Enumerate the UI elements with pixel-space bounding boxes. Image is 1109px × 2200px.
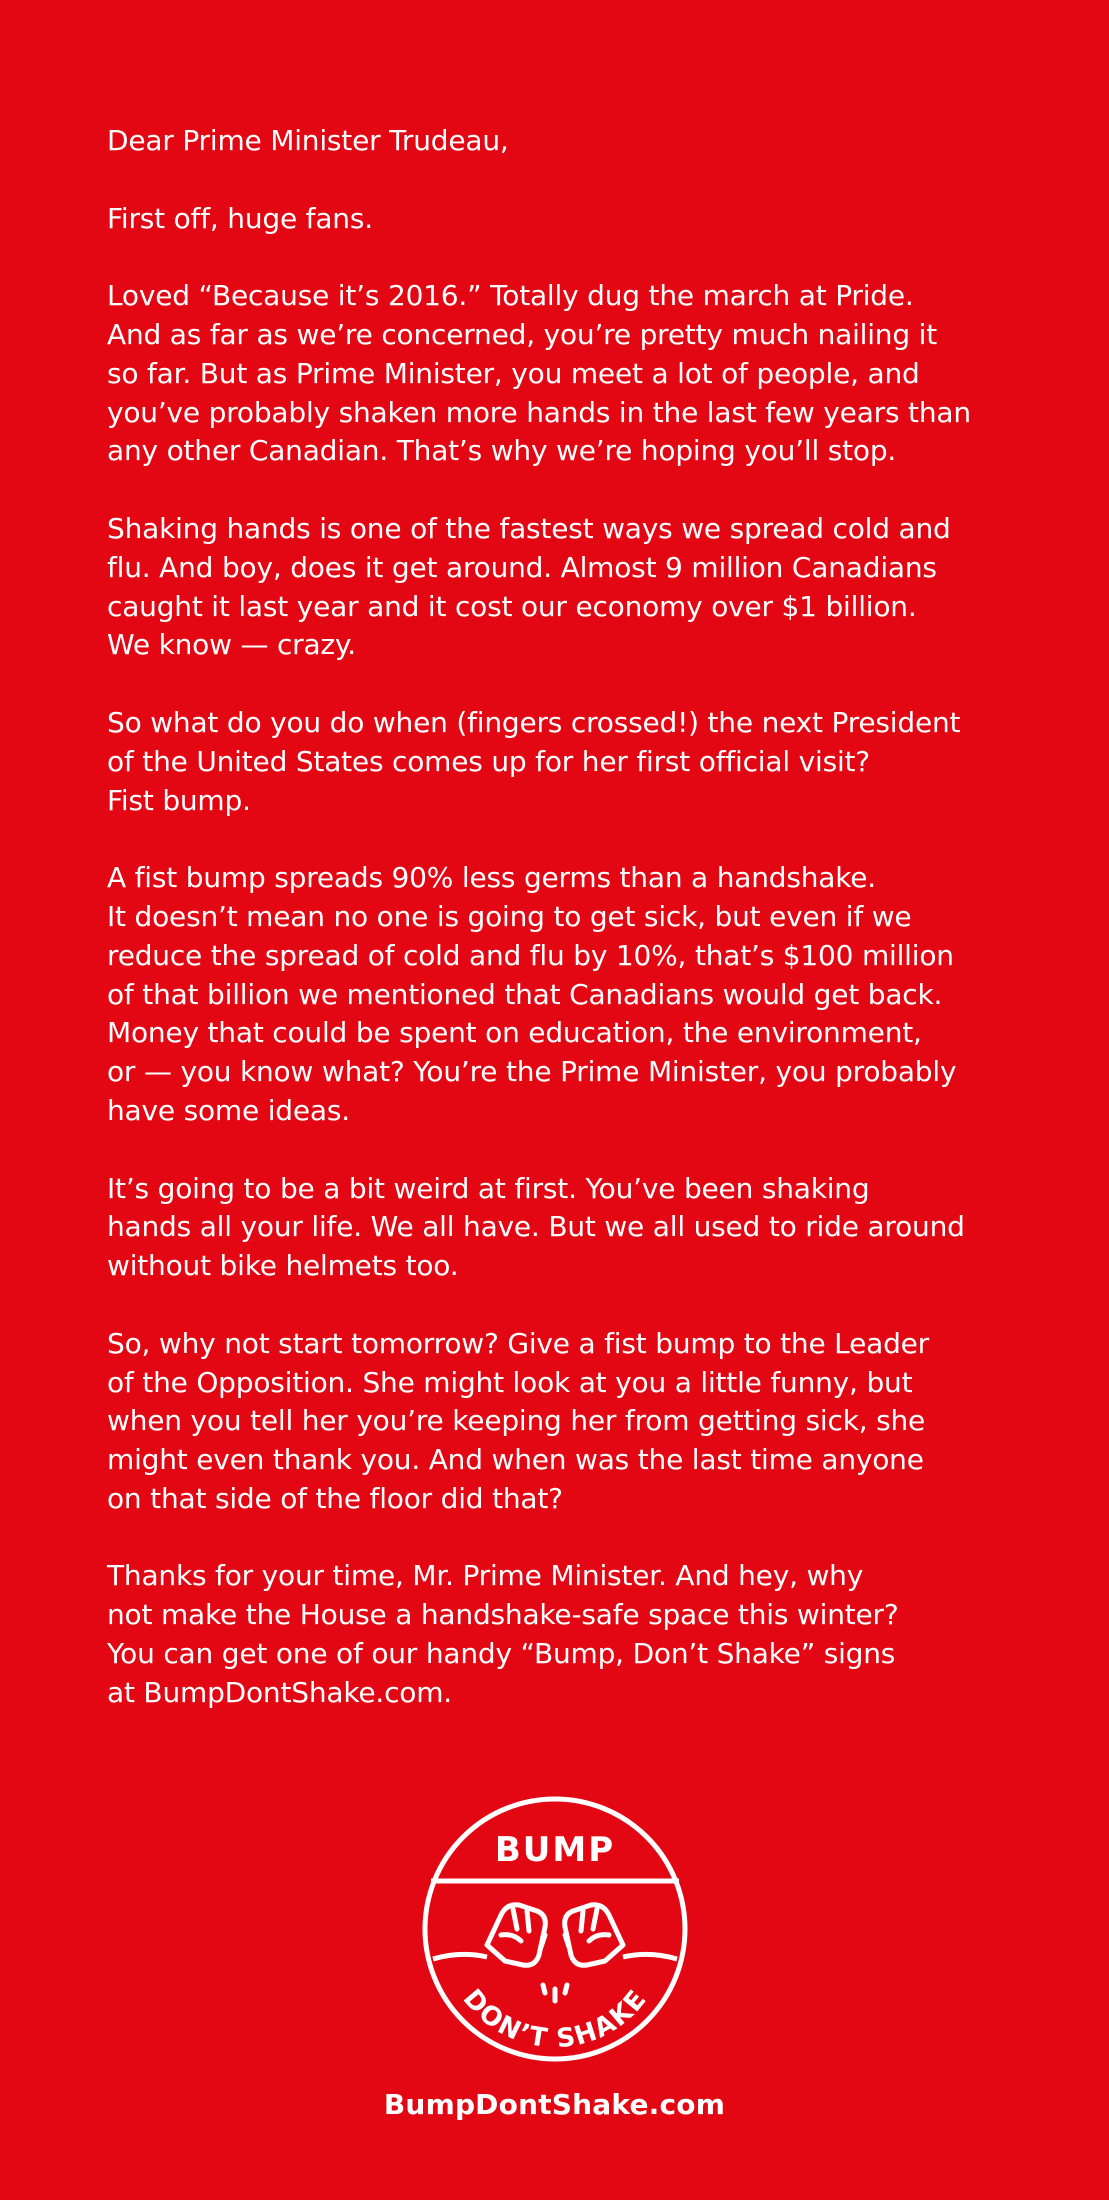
letter-greeting: Dear Prime Minister Trudeau,	[107, 124, 509, 157]
fist-bump-icon	[421, 1795, 689, 2063]
letter-paragraph-5: A fist bump spreads 90% less germs than a handshake. It doesn’t mean no one is going to get sick, but even if we reduce the spread of cold and flu by 10%, that’s $100 million of that billion we mentioned that Canadians would get back. Money that could be spent on education, the environment, or — you know what? You’re the Prime Minister, you probably have some ideas.	[107, 861, 957, 1127]
letter-paragraph-7: So, why not start tomorrow? Give a fist bump to the Leader of the Opposition. She might look at you a little funny, but when you tell her you’re keeping her from getting sick, she might even thank you. And when was the last time anyone on that side of the floor did that?	[107, 1326, 929, 1515]
letter-paragraph-8: Thanks for your time, Mr. Prime Minister. And hey, why not make the House a handshake-safe space this winter? You can get one of our handy “Bump, Don’t Shake” signs at BumpDontShake.com.	[107, 1559, 899, 1709]
footer-url[interactable]: BumpDontShake.com	[383, 2088, 726, 2121]
letter-body	[107, 122, 1027, 1751]
logo-top-text: BUMP	[494, 1830, 616, 1870]
letter-paragraph-6: It’s going to be a bit weird at first. You’ve been shaking hands all your life. We all have. But we all used to ride around without bike helmets too.	[107, 1171, 965, 1283]
letter-paragraph-4: So what do you do when (fingers crossed!) the next President of the United States comes up for her first official visit? Fist bump.	[107, 705, 961, 817]
letter-paragraph-1: First off, huge fans.	[107, 201, 373, 235]
bump-dont-shake-logo	[421, 1795, 689, 2063]
letter-paragraph-2: Loved “Because it’s 2016.” Totally dug the march at Pride. And as far as we’re concerned, you’re pretty much nailing it so far. But as Prime Minister, you meet a lot of people, and you’ve probably shaken more hands in the last few years than any other Canadian. That’s why we’re hoping you’ll stop.	[107, 279, 971, 468]
letter-paragraph-3: Shaking hands is one of the fastest ways we spread cold and flu. And boy, does it get around. Almost 9 million Canadians caught it last year and it cost our economy over $1 billion. We know — crazy.	[107, 511, 951, 662]
logo-bottom-text: DON’T SHAKE	[456, 1983, 654, 2055]
